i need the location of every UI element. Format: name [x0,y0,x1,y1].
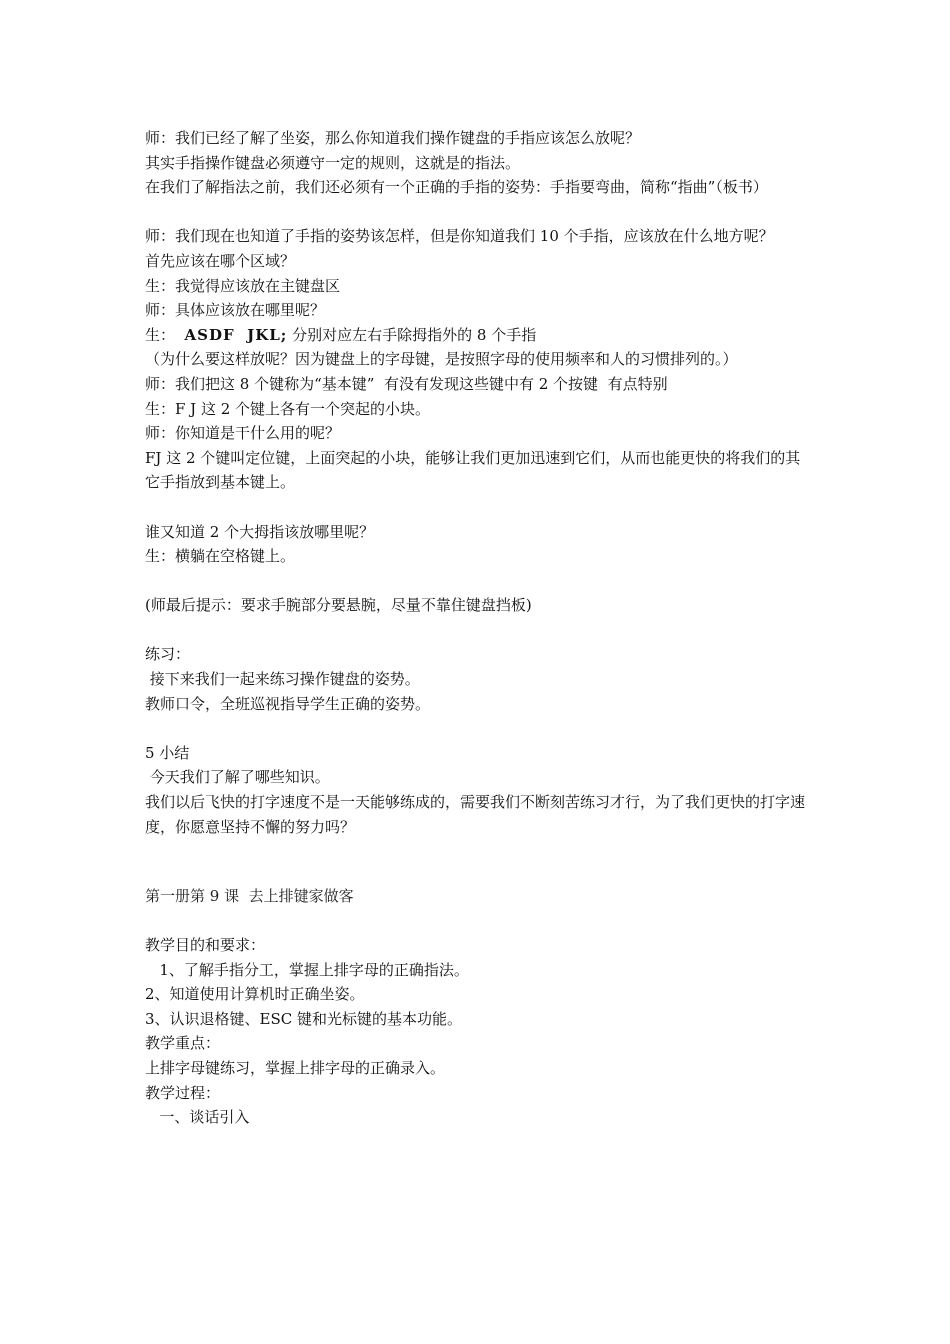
lesson-title: 第一册第 9 课 去上排键家做客 [145,886,354,905]
blank-line [145,200,810,225]
paragraph-line: 师：我们把这 8 个键称为“基本键” 有没有发现这些键中有 2 个按键 有点特别 [145,374,668,393]
blank-line [145,908,810,933]
process-step: 一、谈话引入 [145,1108,250,1127]
blank-line [145,839,810,864]
blank-line [145,618,810,643]
process-heading: 教学过程： [145,1083,221,1102]
paragraph-line: 在我们了解指法之前，我们还必须有一个正确的手指的姿势：手指要弯曲，简称“指曲”（板书） [145,178,768,197]
section-heading: 5 小结 [145,743,190,762]
section-heading: 练习： [145,645,191,664]
paragraph-line: 我们以后飞快的打字速度不是一天能够练成的，需要我们不断刻苦练习才行，为了我们更快的打字速度，你愿意坚持不懈的努力吗？ [145,793,806,836]
blank-line [145,569,810,594]
blank-line [145,716,810,741]
goals-heading: 教学目的和要求： [145,936,266,954]
paragraph-line: 今天我们了解了哪些知识。 [145,768,330,787]
home-keys-line [145,323,810,348]
paragraph-line: 教师口令，全班巡视指导学生正确的姿势。 [145,694,431,713]
paragraph-line: 其实手指操作键盘必须遵守一定的规则，这就是的指法。 [145,153,521,172]
home-keys-prefix: 生： [145,325,185,344]
paragraph-line: 接下来我们一起来练习操作键盘的姿势。 [145,670,420,689]
goal-item: 1、了解手指分工，掌握上排字母的正确指法。 [145,960,469,979]
home-keys-text: ASDF JKL; [184,325,288,344]
paragraph-line: (师最后提示：要求手腕部分要悬腕，尽量不靠住键盘挡板) [145,596,532,615]
paragraph-line: 首先应该在哪个区域？ [145,251,296,270]
goal-item: 2、知道使用计算机时正确坐姿。 [145,985,365,1004]
paragraph-line: 谁又知道 2 个大拇指该放哪里呢？ [145,522,375,541]
paragraph-line: 生：横躺在空格键上。 [145,547,296,566]
paragraph-line: 师：我们已经了解了坐姿，那么你知道我们操作键盘的手指应该怎么放呢？ [145,129,641,147]
home-keys-suffix: 分别对应左右手除拇指外的 8 个手指 [287,325,537,344]
focus-heading: 教学重点： [145,1034,221,1053]
paragraph-line: 生：F J 这 2 个键上各有一个突起的小块。 [145,399,431,418]
focus-text: 上排字母键练习，掌握上排字母的正确录入。 [145,1058,446,1077]
paragraph-line: 师：你知道是干什么用的呢？ [145,424,341,443]
paragraph-line: 师：具体应该放在哪里呢？ [145,301,326,320]
paragraph-line: 生：我觉得应该放在主键盘区 [145,276,341,295]
paragraph-line: （为什么要这样放呢？因为键盘上的字母键，是按照字母的使用频率和人的习惯排列的。） [145,350,738,369]
paragraph-line: 师：我们现在也知道了手指的姿势该怎样，但是你知道我们 10 个手指，应该放在什么地方呢？ [145,227,774,246]
blank-line [145,495,810,520]
goal-item: 3、认识退格键、ESC 键和光标键的基本功能。 [145,1009,463,1028]
document-page [145,126,810,1130]
paragraph-line: FJ 这 2 个键叫定位键，上面突起的小块，能够让我们更加迅速到它们，从而也能更快的将我们的其它手指放到基本键上。 [145,448,801,492]
